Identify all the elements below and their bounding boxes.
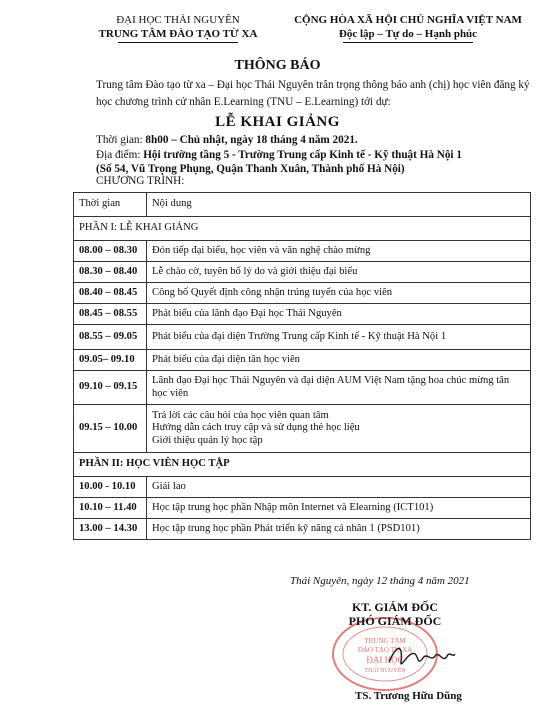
row-content bbox=[147, 405, 531, 453]
table-row bbox=[74, 241, 531, 262]
parent-org: ĐẠI HỌC THÁI NGUYÊN bbox=[116, 14, 240, 26]
row-content: Giải lao bbox=[147, 477, 531, 498]
qa-line: Trả lời các câu hỏi của học viên quan tâm bbox=[152, 409, 329, 421]
row-time: 09.15 – 10.00 bbox=[74, 405, 147, 453]
row-content: Phát biểu của đại diện Trường Trung cấp Kinh tế - Kỹ thuật Hà Nội 1 bbox=[147, 325, 531, 350]
row-time: 09.05– 09.10 bbox=[74, 350, 147, 371]
stamp-text: TRUNG TÂM bbox=[364, 637, 406, 645]
table-row bbox=[74, 405, 531, 453]
table-row bbox=[74, 304, 531, 325]
program-table bbox=[73, 192, 531, 540]
table-row bbox=[74, 371, 531, 405]
stamp-text: ĐẠI HỌC bbox=[366, 655, 404, 665]
row-content: Phát biểu của lãnh đạo Đại học Thái Nguyên bbox=[147, 304, 531, 325]
col-content-header: Nội dung bbox=[147, 193, 531, 217]
motto: Độc lập – Tự do – Hạnh phúc bbox=[338, 28, 478, 40]
date-line: Thái Nguyên, ngày 12 tháng 4 năm 2021 bbox=[290, 575, 470, 587]
row-time: 10.10 – 11.40 bbox=[74, 498, 147, 519]
signer-position: PHÓ GIÁM ĐỐC bbox=[348, 614, 442, 628]
event-time bbox=[96, 133, 546, 148]
row-time: 08.00 – 08.30 bbox=[74, 241, 147, 262]
section-row bbox=[74, 453, 531, 477]
row-time: 09.10 – 09.15 bbox=[74, 371, 147, 405]
issuing-organization bbox=[88, 13, 268, 43]
row-time: 10.00 - 10.10 bbox=[74, 477, 147, 498]
time-value: 8h00 – Chủ nhật, ngày 18 tháng 4 năm 2021. bbox=[145, 134, 358, 146]
signer-title: KT. GIÁM ĐỐC bbox=[351, 600, 439, 614]
handwritten-signature bbox=[387, 640, 457, 672]
row-time: 08.45 – 08.55 bbox=[74, 304, 147, 325]
stamp-text: THÁI NGUYÊN bbox=[364, 668, 406, 674]
row-content: Học tập trung học phần Nhập môn Internet và Elearning (ICT101) bbox=[147, 498, 531, 519]
doc-title: THÔNG BÁO bbox=[234, 58, 321, 73]
qa-line: Giới thiệu quản lý học tập bbox=[152, 434, 263, 446]
program-label: CHƯƠNG TRÌNH: bbox=[96, 175, 185, 187]
col-time-header: Thời gian bbox=[74, 193, 147, 217]
row-content: Lễ chào cờ, tuyên bố lý do và giới thiệu đại biểu bbox=[147, 262, 531, 283]
time-label: Thời gian: bbox=[96, 134, 143, 146]
row-time: 08.30 – 08.40 bbox=[74, 262, 147, 283]
row-time: 13.00 – 14.30 bbox=[74, 519, 147, 540]
row-content: Phát biểu của đại diện tân học viên bbox=[147, 350, 531, 371]
row-time: 08.40 – 08.45 bbox=[74, 283, 147, 304]
place-label: Địa điểm: bbox=[96, 149, 141, 161]
qa-line: Hướng dẫn cách truy cập và sử dụng thẻ học liệu bbox=[152, 422, 360, 434]
table-header bbox=[74, 193, 531, 217]
event-address: (Số 54, Vũ Trọng Phụng, Quận Thanh Xuân, Thành phố Hà Nội) bbox=[96, 163, 405, 175]
event-place bbox=[96, 148, 546, 163]
row-content: Công bố Quyết định công nhận trúng tuyển của học viên bbox=[147, 283, 531, 304]
signature-block bbox=[310, 600, 480, 628]
row-time: 08.55 – 09.05 bbox=[74, 325, 147, 350]
table-row bbox=[74, 350, 531, 371]
table-row bbox=[74, 283, 531, 304]
national-motto bbox=[278, 13, 538, 43]
table-row bbox=[74, 519, 531, 540]
row-content: Học tập trung học phần Phát triển kỹ năng cá nhân 1 (PSD101) bbox=[147, 519, 531, 540]
place-value: Hội trường tầng 5 - Trường Trung cấp Kinh tế - Kỹ thuật Hà Nội 1 bbox=[143, 149, 462, 161]
section-title: PHẦN I: LỄ KHAI GIẢNG bbox=[74, 217, 531, 241]
motto-underline bbox=[343, 42, 473, 43]
issuing-unit: TRUNG TÂM ĐÀO TẠO TỪ XA bbox=[98, 28, 258, 40]
table-row bbox=[74, 477, 531, 498]
section-title: PHẦN II: HỌC VIÊN HỌC TẬP bbox=[74, 453, 531, 477]
org-underline bbox=[118, 42, 238, 43]
table-row bbox=[74, 325, 531, 350]
signature-stroke bbox=[389, 649, 455, 664]
table-row bbox=[74, 498, 531, 519]
stamp-text: ĐÀO TẠO TỪ XA bbox=[357, 646, 413, 654]
country-name: CỘNG HÒA XÃ HỘI CHỦ NGHĨA VIỆT NAM bbox=[294, 14, 522, 26]
intro-paragraph: Trung tâm Đào tạo từ xa – Đại học Thái Nguyên trân trọng thông báo anh (chị) học viên đăng ký học chương trình cử nhân E.Learning (TNU – E.Learning) tới dự: bbox=[96, 79, 530, 108]
row-content: Đón tiếp đại biểu, học viên và văn nghệ chào mừng bbox=[147, 241, 531, 262]
signer-name: TS. Trương Hữu Dũng bbox=[355, 690, 462, 702]
section-row bbox=[74, 217, 531, 241]
table-row bbox=[74, 262, 531, 283]
row-content: Lãnh đạo Đại học Thái Nguyên và đại diện AUM Việt Nam tặng hoa chúc mừng tân học viên bbox=[147, 371, 531, 405]
event-title: LỄ KHAI GIẢNG bbox=[215, 114, 340, 130]
